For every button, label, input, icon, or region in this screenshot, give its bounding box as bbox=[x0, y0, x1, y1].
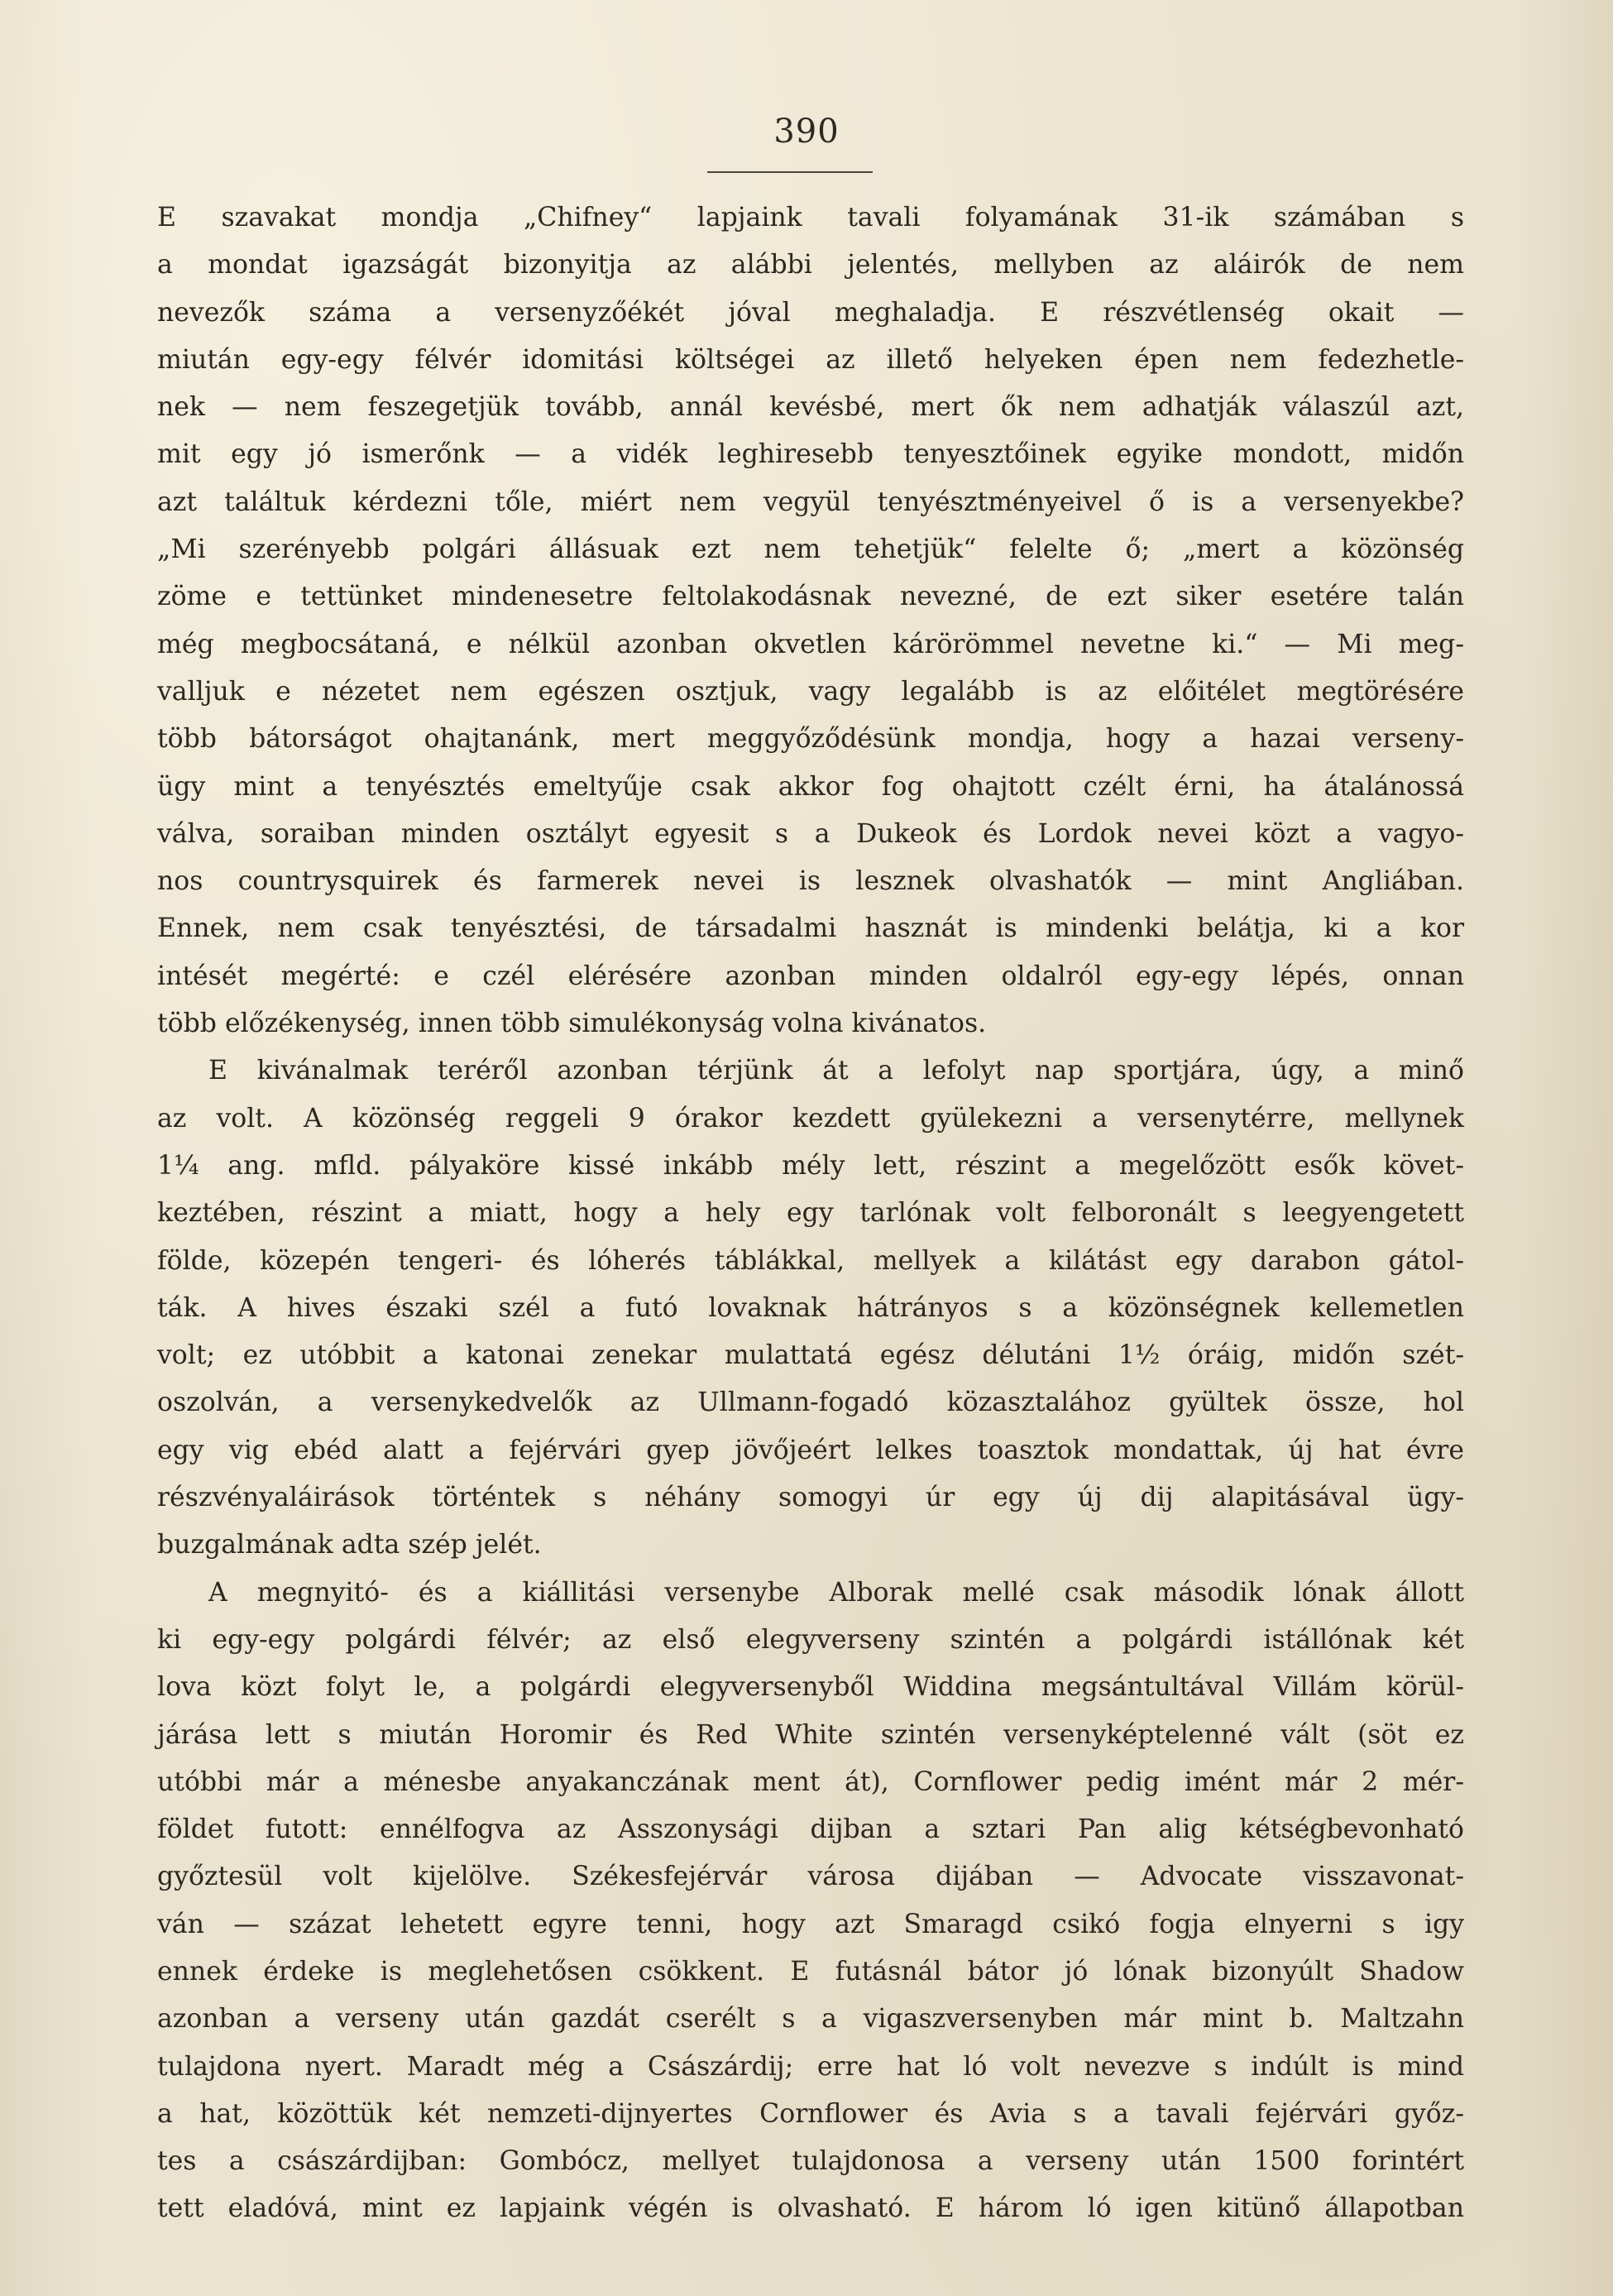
text-line: azonban a verseny után gazdát cserélt s a vigaszversenyben már mint b. Maltzahn bbox=[157, 2004, 1464, 2035]
text-line: zöme e tettünket mindenesetre feltolakodásnak nevezné, de ezt siker esetére talán bbox=[157, 582, 1464, 612]
text-line: intését megérté: e czél elérésére azonban minden oldalról egy-egy lépés, onnan bbox=[157, 961, 1464, 991]
text-line: nos countrysquirek és farmerek nevei is lesznek olvashatók — mint Angliában. bbox=[157, 866, 1464, 897]
text-line: azt találtuk kérdezni tőle, miért nem vegyül tenyésztményeivel ő is a versenyekbe? bbox=[157, 487, 1464, 517]
text-line: lova közt folyt le, a polgárdi elegyversenyből Widdina megsántultával Villám körül- bbox=[157, 1672, 1464, 1703]
text-line: tulajdona nyert. Maradt még a Császárdij; erre hat ló volt nevezve s indúlt is mind bbox=[157, 2051, 1464, 2082]
text-line: földe, közepén tengeri- és lóherés táblákkal, mellyek a kilátást egy darabon gátol- bbox=[157, 1245, 1464, 1276]
text-line: több előzékenység, innen több simulékonyság volna kivánatos. bbox=[157, 1009, 987, 1039]
page-number: 390 bbox=[773, 113, 840, 151]
text-line: ták. A hives északi szél a futó lovaknak hátrányos s a közönségnek kellemetlen bbox=[157, 1292, 1464, 1323]
text-line: járása lett s miután Horomir és Red White szintén versenyképtelenné vált (söt ez bbox=[157, 1719, 1464, 1750]
text-line: buzgalmának adta szép jelét. bbox=[157, 1530, 542, 1560]
text-line: még megbocsátaná, e nélkül azonban okvetlen kárörömmel nevetne ki.“ — Mi meg- bbox=[157, 629, 1464, 659]
text-line: „Mi szerényebb polgári állásuak ezt nem tehetjük“ felelte ő; „mert a közönség bbox=[157, 534, 1464, 565]
body-text bbox=[157, 194, 1464, 2280]
header-rule bbox=[707, 171, 873, 173]
text-line: tes a császárdijban: Gombócz, mellyet tulajdonosa a verseny után 1500 forintért bbox=[157, 2146, 1464, 2177]
text-line: egy vig ebéd alatt a fejérvári gyep jövőjeért lelkes toasztok mondattak, új hat évre bbox=[157, 1435, 1464, 1465]
text-line: E szavakat mondja „Chifney“ lapjaink tavali folyamának 31-ik számában s bbox=[157, 203, 1464, 232]
text-line: keztében, részint a miatt, hogy a hely egy tarlónak volt felboronált s leegyengetett bbox=[157, 1198, 1464, 1229]
text-line bbox=[157, 2233, 1464, 2280]
text-line: több bátorságot ohajtanánk, mert meggyőződésünk mondja, hogy a hazai verseny- bbox=[157, 724, 1464, 755]
text-line: ügy mint a tenyésztés emeltyűje csak akkor fog ohajtott czélt érni, ha átalánossá bbox=[157, 771, 1464, 802]
text-line: az volt. A közönség reggeli 9 órakor kezdett gyülekezni a versenytérre, mellynek bbox=[157, 1103, 1464, 1134]
text-line: nek — nem feszegetjük tovább, annál kevésbé, mert ők nem adhatják válaszúl azt, bbox=[157, 392, 1464, 423]
paragraph-start-line: A megnyitó- és a kiállitási versenybe Alborak mellé csak második lónak állott bbox=[208, 1577, 1464, 1608]
text-line: miután egy-egy félvér idomitási költségei az illető helyeken épen nem fedezhetle- bbox=[157, 344, 1464, 375]
text-line: Ennek, nem csak tenyésztési, de társadalmi hasznát is mindenki belátja, ki a kor bbox=[157, 913, 1464, 944]
text-line: ennek érdeke is meglehetősen csökkent. E futásnál bátor jó lónak bizonyúlt Shadow bbox=[157, 1956, 1464, 1987]
text-line: a hat, közöttük két nemzeti-dijnyertes Cornflower és Avia s a tavali fejérvári győz- bbox=[157, 2098, 1464, 2129]
text-line: tett eladóvá, mint ez lapjaink végén is olvasható. E három ló igen kitünő állapotban bbox=[157, 2193, 1464, 2224]
text-line: válva, soraiban minden osztályt egyesit s a Dukeok és Lordok nevei közt a vagyo- bbox=[157, 818, 1464, 849]
text-line: volt; ez utóbbit a katonai zenekar mulattatá egész délutáni 1½ óráig, midőn szét- bbox=[157, 1340, 1464, 1371]
text-line: ki egy-egy polgárdi félvér; az első elegyverseny szintén a polgárdi istállónak két bbox=[157, 1624, 1464, 1655]
text-line: oszolván, a versenykedvelők az Ullmann-fogadó közasztalához gyültek össze, hol bbox=[157, 1388, 1464, 1418]
text-line: utóbbi már a ménesbe anyakanczának ment át), Cornflower pedig imént már 2 mér- bbox=[157, 1766, 1464, 1797]
text-line: ván — százat lehetett egyre tenni, hogy azt Smaragd csikó fogja elnyerni s igy bbox=[157, 1909, 1464, 1939]
text-line: 1¼ ang. mfld. pályaköre kissé inkább mély lett, részint a megelőzött esők követ- bbox=[157, 1150, 1464, 1181]
text-line: nevezők száma a versenyzőékét jóval meghaladja. E részvétlenség okait — bbox=[157, 297, 1464, 328]
text-line: valljuk e nézetet nem egészen osztjuk, vagy legalább is az előitélet megtörésére bbox=[157, 676, 1464, 707]
paragraph-start-line: E kivánalmak teréről azonban térjünk át a lefolyt nap sportjára, úgy, a minő bbox=[208, 1056, 1464, 1086]
text-line: részvényaláirások történtek s néhány somogyi úr egy új dij alapitásával ügy- bbox=[157, 1483, 1464, 1513]
text-line: mit egy jó ismerőnk — a vidék leghiresebb tenyesztőinek egyike mondott, midőn bbox=[157, 439, 1464, 470]
text-line: földet futott: ennélfogva az Asszonysági dijban a sztari Pan alig kétségbevonható bbox=[157, 1814, 1464, 1845]
text-line: a mondat igazságát bizonyitja az alábbi jelentés, mellyben az aláirók de nem bbox=[157, 250, 1464, 280]
text-line: győztesül volt kijelölve. Székesfejérvár városa dijában — Advocate visszavonat- bbox=[157, 1862, 1464, 1892]
